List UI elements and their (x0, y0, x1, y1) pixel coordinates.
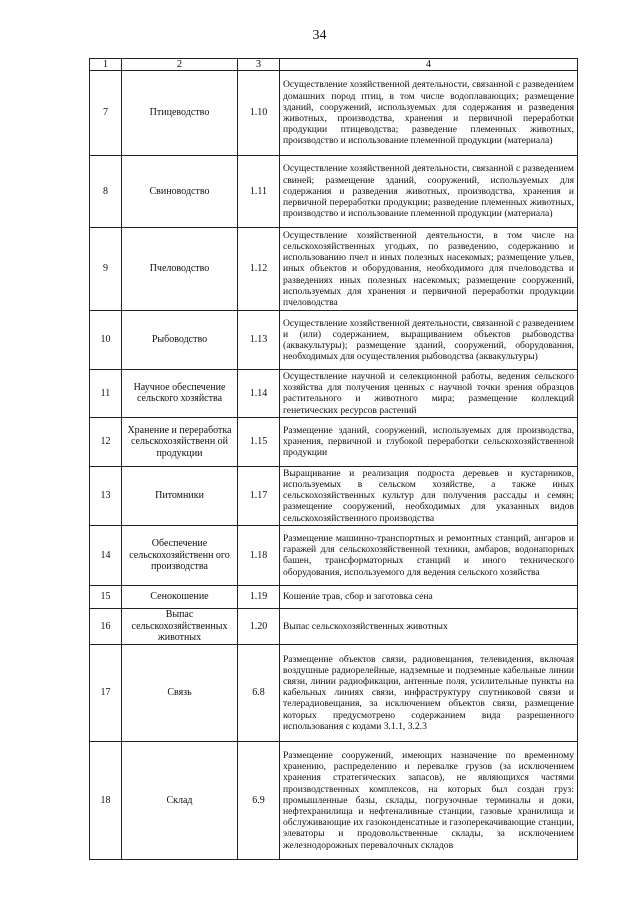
use-type-description: Кошение трав, сбор и заготовка сена (280, 585, 578, 608)
column-header-4: 4 (280, 59, 578, 71)
use-type-description: Размещение сооружений, имеющих назначение по временному хранению, распределению и перевалке грузов (за исключением хранения стратегических запасов), не являющихся частями производственных комплексов, на которых был создан груз: промышленные базы, склады, погрузочные терминалы и доки, нефтехранилища и нефтеналивные станции, газовые хранилища и обслуживающие их газоконденсатные и газоперекачивающие станции, элеваторы и продовольственные склады, за исключением железнодорожных перевалочных складов (280, 741, 578, 859)
use-type-code: 1.20 (238, 608, 280, 644)
use-type-description: Осуществление хозяйственной деятельности, связанной с разведением домашних пород птиц, в том числе водоплавающих; размещение зданий, сооружений, используемых для содержания и разведения животных, производства, хранения и первичной переработки продукции птицеводства; разведение племенных животных, производство и использование племенной продукции (материала) (280, 71, 578, 156)
use-type-code: 6.8 (238, 644, 280, 741)
row-number: 12 (90, 417, 122, 466)
row-number: 11 (90, 370, 122, 418)
use-type-name: Свиноводство (122, 156, 238, 228)
row-number: 8 (90, 156, 122, 228)
use-type-code: 1.19 (238, 585, 280, 608)
use-type-name: Хранение и переработка сельскохозяйственн ой продукции (122, 417, 238, 466)
use-type-name: Связь (122, 644, 238, 741)
row-number: 7 (90, 71, 122, 156)
use-type-name: Склад (122, 741, 238, 859)
use-type-description: Осуществление хозяйственной деятельности, в том числе на сельскохозяйственных угодьях, по разведению, содержанию и использованию пчел и иных полезных насекомых; размещение ульев, иных объектов и оборудования, необходимого для пчеловодства и разведениях иных полезных насекомых; размещение сооружений, используемых для хранения и первичной переработки продукции пчеловодства (280, 228, 578, 311)
table-row (90, 741, 578, 859)
column-header-1: 1 (90, 59, 122, 71)
table-row (90, 71, 578, 156)
table-row (90, 370, 578, 418)
use-type-description: Размещение объектов связи, радиовещания, телевидения, включая воздушные радиорелейные, надземные и подземные кабельные линии связи, линии радиофикации, антенные поля, усилительные пункты на кабельных линиях связи, инфраструктуру спутниковой связи и телерадиовещания, за исключением объектов связи, размещение которых предусмотрено содержанием вида разрешенного использования с кодами 3.1.1, 3.2.3 (280, 644, 578, 741)
row-number: 13 (90, 466, 122, 525)
use-type-code: 1.10 (238, 71, 280, 156)
use-type-name: Рыбоводство (122, 311, 238, 370)
table-row (90, 608, 578, 644)
use-type-description: Осуществление хозяйственной деятельности, связанной с разведением и (или) содержанием, выращиванием объектов рыбоводства (аквакультуры); размещение зданий, сооружений, оборудования, необходимых для осуществления рыбоводства (аквакультуры) (280, 311, 578, 370)
use-type-code: 1.12 (238, 228, 280, 311)
row-number: 17 (90, 644, 122, 741)
use-type-description: Выращивание и реализация подроста деревьев и кустарников, используемых в сельском хозяйстве, а также иных сельскохозяйственных культур для получения рассады и семян; размещение сооружений, необходимых для указанных видов сельскохозяйственного производства (280, 466, 578, 525)
table-row (90, 228, 578, 311)
use-type-name: Выпас сельскохозяйственных животных (122, 608, 238, 644)
use-type-code: 1.13 (238, 311, 280, 370)
table-row (90, 156, 578, 228)
table-header-row (90, 59, 578, 71)
use-type-code: 1.15 (238, 417, 280, 466)
table-row (90, 466, 578, 525)
use-type-code: 1.17 (238, 466, 280, 525)
use-type-name: Пчеловодство (122, 228, 238, 311)
column-header-2: 2 (122, 59, 238, 71)
table-row (90, 311, 578, 370)
column-header-3: 3 (238, 59, 280, 71)
use-type-name: Обеспечение сельскохозяйственн ого производства (122, 525, 238, 585)
table-row (90, 525, 578, 585)
page-number: 34 (312, 28, 327, 43)
row-number: 9 (90, 228, 122, 311)
use-type-code: 1.11 (238, 156, 280, 228)
row-number: 10 (90, 311, 122, 370)
use-type-description: Размещение зданий, сооружений, используемых для производства, хранения, первичной и глубокой переработки сельскохозяйственной продукции (280, 417, 578, 466)
use-type-description: Осуществление хозяйственной деятельности, связанной с разведением свиней; размещение зданий, сооружений, используемых для содержания и разведения животных, производства, хранения и первичной переработки продукции; разведение племенных животных, производство и использование племенной продукции (материала) (280, 156, 578, 228)
row-number: 16 (90, 608, 122, 644)
use-type-code: 1.14 (238, 370, 280, 418)
use-type-name: Птицеводство (122, 71, 238, 156)
use-type-name: Сенокошение (122, 585, 238, 608)
use-type-code: 1.18 (238, 525, 280, 585)
use-type-name: Питомники (122, 466, 238, 525)
table-row (90, 644, 578, 741)
use-type-code: 6.9 (238, 741, 280, 859)
use-type-name: Научное обеспечение сельского хозяйства (122, 370, 238, 418)
land-use-table (89, 58, 578, 860)
table-row (90, 585, 578, 608)
use-type-description: Размещение машинно-транспортных и ремонтных станций, ангаров и гаражей для сельскохозяйственной техники, амбаров, водонапорных башен, трансформаторных станций и иного технического оборудования, используемого для ведения сельского хозяйства (280, 525, 578, 585)
row-number: 15 (90, 585, 122, 608)
row-number: 18 (90, 741, 122, 859)
use-type-description: Выпас сельскохозяйственных животных (280, 608, 578, 644)
use-type-description: Осуществление научной и селекционной работы, ведения сельского хозяйства для получения ценных с научной точки зрения образцов растительного и животного мира; размещение коллекций генетических ресурсов растений (280, 370, 578, 418)
row-number: 14 (90, 525, 122, 585)
table-row (90, 417, 578, 466)
